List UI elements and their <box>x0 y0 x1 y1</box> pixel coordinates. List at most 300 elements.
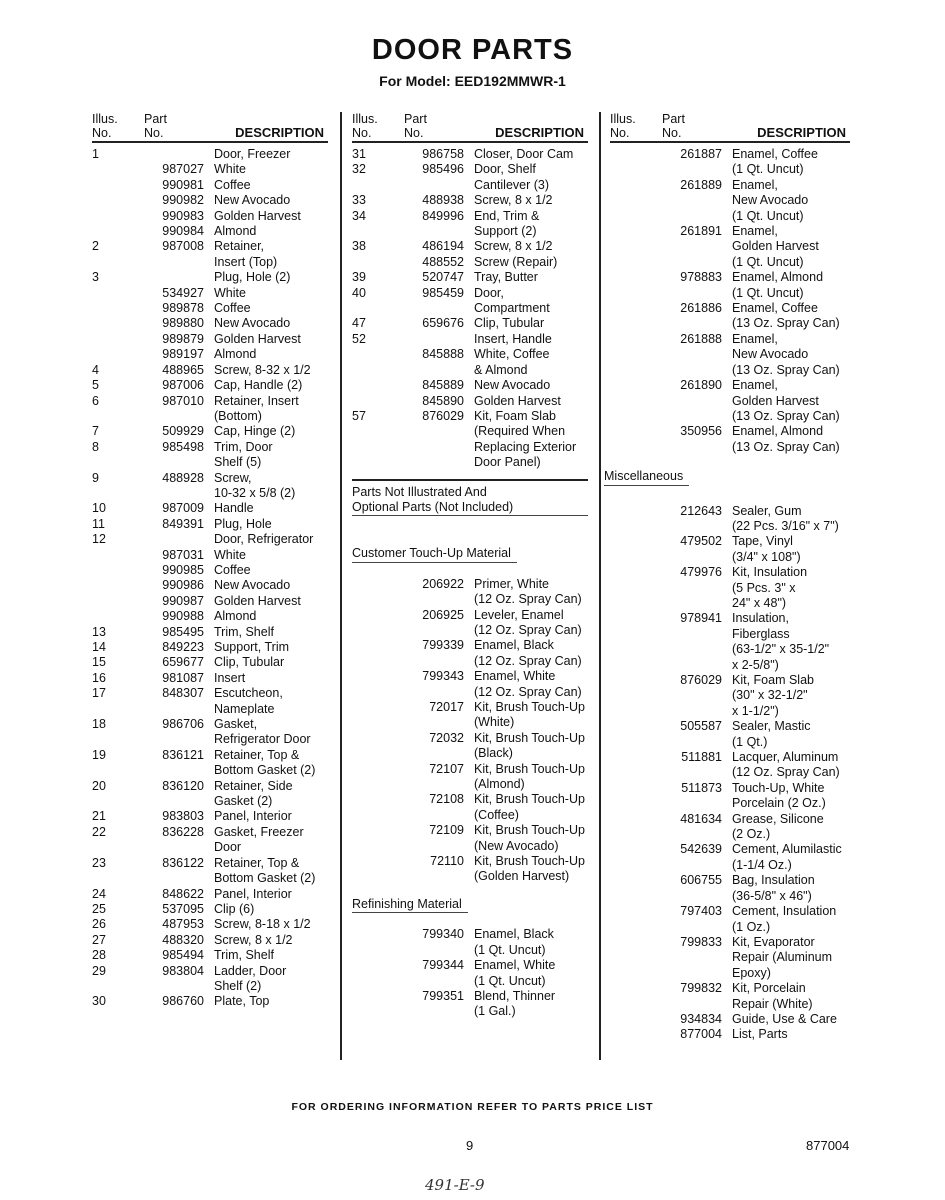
part-row <box>352 577 588 608</box>
illus-number: 27 <box>92 932 106 947</box>
part-row <box>92 887 328 902</box>
part-number: 986758 <box>422 147 464 161</box>
illus-number: 4 <box>92 362 99 377</box>
part-row <box>610 842 850 873</box>
illus-number <box>352 255 404 270</box>
illus-number <box>92 286 144 301</box>
part-description: Grease, Silicone (2 Oz.) <box>732 811 824 842</box>
part-number: 985498 <box>162 439 204 454</box>
part-number: 261891 <box>680 224 722 239</box>
part-row <box>610 270 850 301</box>
part-row <box>92 424 328 439</box>
part-number: 72107 <box>429 761 464 776</box>
illus-number <box>610 781 662 812</box>
part-description: Kit, Evaporator Repair (Aluminum Epoxy) <box>732 934 833 980</box>
illus-number <box>352 989 404 1020</box>
part-row <box>352 989 588 1020</box>
part-row <box>610 301 850 332</box>
part-row <box>352 255 588 270</box>
part-description: Screw, 10-32 x 5/8 (2) <box>214 470 296 500</box>
parts-column-3 <box>604 112 850 1043</box>
part-number: 486194 <box>422 239 464 254</box>
part-number: 981087 <box>162 670 204 685</box>
part-number: 261887 <box>680 147 722 161</box>
part-description: Kit, Foam Slab (Required When Replacing Exterior Door Panel) <box>474 408 577 470</box>
section-heading-touchup: Customer Touch-Up Material <box>352 546 517 562</box>
page-number: 9 <box>466 1138 474 1153</box>
part-number: 848307 <box>162 686 204 701</box>
part-row <box>610 812 850 843</box>
part-description: Door, Refrigerator <box>214 532 314 547</box>
part-row <box>352 162 588 193</box>
part-row <box>92 316 328 331</box>
handwritten-note: 491-E-9 <box>425 1176 485 1194</box>
part-number: 989879 <box>162 331 204 346</box>
part-description: White <box>214 547 246 562</box>
part-description: Kit, Insulation (5 Pcs. 3" x 24" x 48") <box>732 565 808 610</box>
part-row <box>610 565 850 611</box>
part-number: 845888 <box>422 347 464 362</box>
illus-number <box>92 563 144 578</box>
part-number: 987008 <box>162 239 204 254</box>
part-description: Kit, Foam Slab (30" x 32-1/2" x 1-1/2") <box>732 673 814 718</box>
part-description: Almond <box>214 609 257 624</box>
part-description: Screw, 8 x 1/2 <box>474 239 553 254</box>
part-description: Kit, Porcelain Repair (White) <box>732 981 813 1011</box>
illus-number: 20 <box>92 778 106 793</box>
part-description: Golden Harvest <box>474 393 561 408</box>
part-number: 799343 <box>422 669 464 684</box>
part-number: 990983 <box>162 208 204 223</box>
illus-number: 18 <box>92 717 106 732</box>
part-number: 990982 <box>162 193 204 208</box>
header-part-no: Part No. <box>144 112 167 140</box>
illus-number <box>610 378 662 424</box>
illus-number: 29 <box>92 963 106 978</box>
header-part-no: Part No. <box>662 112 685 140</box>
illus-number <box>352 347 404 378</box>
illus-number: 23 <box>92 855 106 870</box>
part-row <box>610 178 850 224</box>
part-description: Cement, Alumilastic (1-1/4 Oz.) <box>732 842 842 872</box>
part-description: Insulation, Fiberglass (63-1/2" x 35-1/2" x 2-5/8") <box>732 611 830 672</box>
illus-number <box>352 378 404 393</box>
part-description: Retainer, Top & Bottom Gasket (2) <box>214 747 316 778</box>
part-number: 799832 <box>680 981 722 996</box>
part-row <box>92 809 328 824</box>
parts-list <box>352 147 588 471</box>
part-number: 877004 <box>680 1027 722 1042</box>
part-row <box>352 147 588 162</box>
part-number: 799351 <box>422 988 464 1003</box>
part-number: 511881 <box>681 750 722 765</box>
part-description: Panel, Interior <box>214 809 292 824</box>
part-description: Enamel, New Avocado (13 Oz. Spray Can) <box>732 331 840 377</box>
illus-number <box>352 608 404 639</box>
part-row <box>92 640 328 655</box>
illus-number <box>352 638 404 669</box>
part-number: 990984 <box>162 224 204 239</box>
part-number: 72108 <box>429 792 464 807</box>
part-row <box>610 332 850 378</box>
illus-number: 33 <box>352 193 366 208</box>
part-description: Kit, Brush Touch-Up (Coffee) <box>474 792 585 822</box>
part-number: 606755 <box>680 873 722 888</box>
part-description: Enamel, Golden Harvest (13 Oz. Spray Can) <box>732 378 840 423</box>
part-number: 488965 <box>162 362 204 377</box>
illus-number <box>610 224 662 270</box>
part-row <box>92 717 328 748</box>
illus-number: 7 <box>92 424 99 439</box>
part-description: Gasket, Refrigerator Door <box>214 717 311 747</box>
illus-number: 8 <box>92 439 99 454</box>
part-description: List, Parts <box>732 1027 788 1042</box>
illus-number <box>610 981 662 1012</box>
part-row <box>352 409 588 471</box>
part-description: Gasket, Freezer Door <box>214 824 304 855</box>
part-number: 212643 <box>680 503 722 518</box>
part-description: Clip, Tubular <box>214 655 285 670</box>
part-number: 511873 <box>681 780 722 795</box>
part-number: 479502 <box>680 534 722 549</box>
part-row <box>92 162 328 177</box>
part-description: Golden Harvest <box>214 331 301 346</box>
illus-number <box>610 873 662 904</box>
illus-number: 21 <box>92 809 106 824</box>
section-divider <box>352 479 588 481</box>
part-number: 206922 <box>422 576 464 591</box>
part-description: Plate, Top <box>214 994 270 1009</box>
part-number: 989878 <box>162 301 204 316</box>
part-description: New Avocado <box>474 378 551 393</box>
illus-number: 1 <box>92 147 99 161</box>
illus-number <box>92 209 144 224</box>
part-row <box>352 193 588 208</box>
illus-number <box>92 301 144 316</box>
part-row <box>610 1012 850 1027</box>
part-number: 487953 <box>162 917 204 932</box>
ordering-note: FOR ORDERING INFORMATION REFER TO PARTS PRICE LIST <box>291 1101 654 1113</box>
illus-number <box>92 224 144 239</box>
illus-number <box>610 178 662 224</box>
part-number: 990985 <box>162 562 204 577</box>
part-number <box>404 332 474 347</box>
part-number: 845889 <box>422 378 464 393</box>
part-description: Enamel, Coffee (13 Oz. Spray Can) <box>732 301 840 331</box>
part-number: 537095 <box>162 901 204 916</box>
illus-number <box>352 394 404 409</box>
illus-number: 31 <box>352 147 366 161</box>
illus-number <box>610 935 662 981</box>
part-description: Guide, Use & Care <box>732 1011 837 1026</box>
illus-number: 3 <box>92 270 99 285</box>
illus-number <box>610 504 662 535</box>
illus-number: 38 <box>352 239 366 254</box>
part-row <box>92 594 328 609</box>
part-number: 849223 <box>162 640 204 654</box>
illus-number <box>352 700 404 731</box>
illus-number <box>352 792 404 823</box>
part-number: 261889 <box>680 177 722 192</box>
part-number: 849996 <box>422 208 464 223</box>
column-divider <box>599 112 601 1060</box>
illus-number <box>352 927 404 958</box>
illus-number <box>92 332 144 347</box>
part-description: Screw, 8-18 x 1/2 <box>214 917 311 932</box>
part-row <box>92 178 328 193</box>
part-description: Handle <box>214 501 254 516</box>
part-row <box>92 517 328 532</box>
part-description: Coffee <box>214 177 251 192</box>
illus-number: 25 <box>92 901 106 916</box>
part-row <box>352 316 588 331</box>
part-description: Retainer, Insert (Top) <box>214 239 278 269</box>
part-number: 534927 <box>162 285 204 300</box>
part-row <box>352 270 588 285</box>
part-row <box>92 548 328 563</box>
column-header <box>610 112 850 143</box>
part-number: 799344 <box>422 958 464 973</box>
part-description: Retainer, Insert (Bottom) <box>214 393 299 423</box>
illus-number: 12 <box>92 532 106 547</box>
part-description: Coffee <box>214 562 251 577</box>
part-number: 488938 <box>422 193 464 208</box>
part-row <box>352 347 588 378</box>
part-row <box>92 655 328 670</box>
part-description: Sealer, Mastic (1 Qt.) <box>732 719 811 749</box>
illus-number: 47 <box>352 316 366 331</box>
part-number: 72032 <box>429 730 464 745</box>
part-description: Plug, Hole (2) <box>214 270 291 285</box>
illus-number <box>610 424 662 455</box>
part-number: 836228 <box>162 824 204 839</box>
part-description: Ladder, Door Shelf (2) <box>214 963 287 993</box>
part-description: Golden Harvest <box>214 593 301 608</box>
illus-number <box>610 673 662 719</box>
part-row <box>610 981 850 1012</box>
part-row <box>92 471 328 502</box>
part-number: 488320 <box>162 932 204 947</box>
illus-number <box>610 611 662 673</box>
part-number: 985496 <box>422 162 464 177</box>
part-number: 836120 <box>162 778 204 793</box>
illus-number <box>92 316 144 331</box>
part-number <box>144 147 214 162</box>
part-description: Screw, 8-32 x 1/2 <box>214 362 311 377</box>
part-description: New Avocado <box>214 578 291 593</box>
part-row <box>92 440 328 471</box>
part-number: 261888 <box>680 331 722 346</box>
illus-number <box>610 842 662 873</box>
illus-number: 13 <box>92 624 106 639</box>
part-number: 261890 <box>680 378 722 393</box>
part-description: Leveler, Enamel (12 Oz. Spray Can) <box>474 607 582 637</box>
illus-number <box>610 565 662 611</box>
part-row <box>92 578 328 593</box>
part-description: Trim, Shelf <box>214 624 274 639</box>
illus-number: 30 <box>92 994 106 1009</box>
part-row <box>352 608 588 639</box>
part-description: Kit, Brush Touch-Up (New Avocado) <box>474 823 585 853</box>
part-description: White <box>214 162 246 177</box>
part-number: 72110 <box>430 854 464 869</box>
part-description: Kit, Brush Touch-Up (Golden Harvest) <box>474 854 585 884</box>
part-row <box>610 504 850 535</box>
illus-number <box>92 162 144 177</box>
part-row <box>352 332 588 347</box>
part-row <box>92 825 328 856</box>
illus-number <box>92 609 144 624</box>
part-row <box>92 917 328 932</box>
part-row <box>92 363 328 378</box>
part-row <box>352 209 588 240</box>
part-number: 509929 <box>162 424 204 439</box>
part-row <box>92 286 328 301</box>
part-row <box>92 994 328 1009</box>
part-row <box>92 193 328 208</box>
part-description: Insert <box>214 670 246 685</box>
part-number: 206925 <box>422 607 464 622</box>
part-row <box>92 532 328 547</box>
part-description: Plug, Hole <box>214 516 272 531</box>
part-description: Cap, Hinge (2) <box>214 424 296 439</box>
illus-number <box>610 750 662 781</box>
part-row <box>610 781 850 812</box>
part-description: Trim, Door Shelf (5) <box>214 439 273 470</box>
header-description: DESCRIPTION <box>495 125 584 140</box>
part-row <box>92 609 328 624</box>
illus-number <box>352 669 404 700</box>
part-description: Screw (Repair) <box>474 254 558 269</box>
parts-column-2 <box>352 112 588 1020</box>
part-number: 479976 <box>680 565 722 580</box>
column-header <box>352 112 588 143</box>
part-number: 989197 <box>162 347 204 362</box>
part-description: Almond <box>214 347 257 362</box>
part-number <box>144 532 214 547</box>
part-number: 983803 <box>162 809 204 824</box>
part-description: New Avocado <box>214 316 291 331</box>
header-illus-no: Illus. No. <box>352 112 378 140</box>
part-number: 799339 <box>422 638 464 653</box>
part-number: 986706 <box>162 717 204 732</box>
illus-number: 57 <box>352 408 366 423</box>
part-description: End, Trim & Support (2) <box>474 208 540 239</box>
illus-number: 10 <box>92 501 106 516</box>
part-row <box>92 964 328 995</box>
part-description: Door, Compartment <box>474 285 550 316</box>
illus-number: 24 <box>92 886 106 901</box>
illus-number: 17 <box>92 686 106 701</box>
illus-number <box>610 1027 662 1042</box>
part-description: Cement, Insulation (1 Oz.) <box>732 904 837 934</box>
part-row <box>610 935 850 981</box>
section-heading-misc: Miscellaneous <box>604 469 689 485</box>
part-row <box>352 669 588 700</box>
part-row <box>352 762 588 793</box>
part-description: Almond <box>214 224 257 239</box>
part-description: Golden Harvest <box>214 208 301 223</box>
part-description: Retainer, Side Gasket (2) <box>214 778 293 809</box>
illus-number <box>92 578 144 593</box>
part-row <box>610 719 850 750</box>
column-header <box>92 112 328 143</box>
part-description: Enamel, White (1 Qt. Uncut) <box>474 958 556 988</box>
part-row <box>610 750 850 781</box>
part-description: Enamel, Black (12 Oz. Spray Can) <box>474 638 582 668</box>
part-description: Enamel, Coffee (1 Qt. Uncut) <box>732 147 818 177</box>
part-description: Lacquer, Aluminum (12 Oz. Spray Can) <box>732 750 840 780</box>
part-number: 987009 <box>162 501 204 516</box>
illus-number: 14 <box>92 640 106 654</box>
part-description: Blend, Thinner (1 Gal.) <box>474 988 556 1019</box>
part-row <box>610 147 850 178</box>
part-description: Tape, Vinyl (3/4" x 108") <box>732 534 801 564</box>
header-part-no: Part No. <box>404 112 427 140</box>
illus-number: 26 <box>92 917 106 932</box>
part-description: Clip, Tubular <box>474 316 545 331</box>
part-number: 985459 <box>422 285 464 300</box>
part-description: Panel, Interior <box>214 886 292 901</box>
part-row <box>610 378 850 424</box>
part-number: 983804 <box>162 963 204 978</box>
part-description: Screw, 8 x 1/2 <box>214 932 293 947</box>
part-number: 520747 <box>422 270 464 285</box>
illus-number <box>610 904 662 935</box>
part-number: 659677 <box>162 655 204 670</box>
part-number: 934834 <box>680 1011 722 1026</box>
part-description: Kit, Brush Touch-Up (Black) <box>474 730 585 761</box>
part-row <box>352 823 588 854</box>
illus-number: 32 <box>352 162 366 177</box>
part-row <box>92 270 328 285</box>
illus-number: 5 <box>92 378 99 393</box>
part-row <box>352 378 588 393</box>
illus-number: 39 <box>352 270 366 285</box>
part-number: 836121 <box>162 747 204 762</box>
part-number: 797403 <box>680 904 722 919</box>
illus-number: 34 <box>352 208 366 223</box>
part-description: Coffee <box>214 301 251 316</box>
part-row <box>610 904 850 935</box>
part-row <box>352 700 588 731</box>
illus-number <box>352 958 404 989</box>
page-title: DOOR PARTS <box>371 34 574 66</box>
part-row <box>352 792 588 823</box>
part-row <box>610 673 850 719</box>
part-number: 990986 <box>162 578 204 593</box>
part-row <box>92 563 328 578</box>
section-heading-not-illustrated: Parts Not Illustrated And Optional Parts (Not Included) <box>352 485 588 517</box>
part-row <box>352 958 588 989</box>
illus-number <box>92 178 144 193</box>
part-row <box>92 147 328 162</box>
part-description: Door, Shelf Cantilever (3) <box>474 162 550 192</box>
illus-number <box>352 854 404 885</box>
touchup-list <box>352 577 588 885</box>
part-row <box>92 671 328 686</box>
part-row <box>92 625 328 640</box>
part-number: 488552 <box>422 254 464 269</box>
part-number: 987006 <box>162 378 204 393</box>
illus-number: 22 <box>92 824 106 839</box>
part-row <box>92 948 328 963</box>
model-subtitle: For Model: EED192MMWR-1 <box>379 73 566 89</box>
part-number: 261886 <box>680 301 722 316</box>
part-row <box>610 611 850 673</box>
misc-list <box>610 504 850 1043</box>
part-row <box>92 779 328 810</box>
